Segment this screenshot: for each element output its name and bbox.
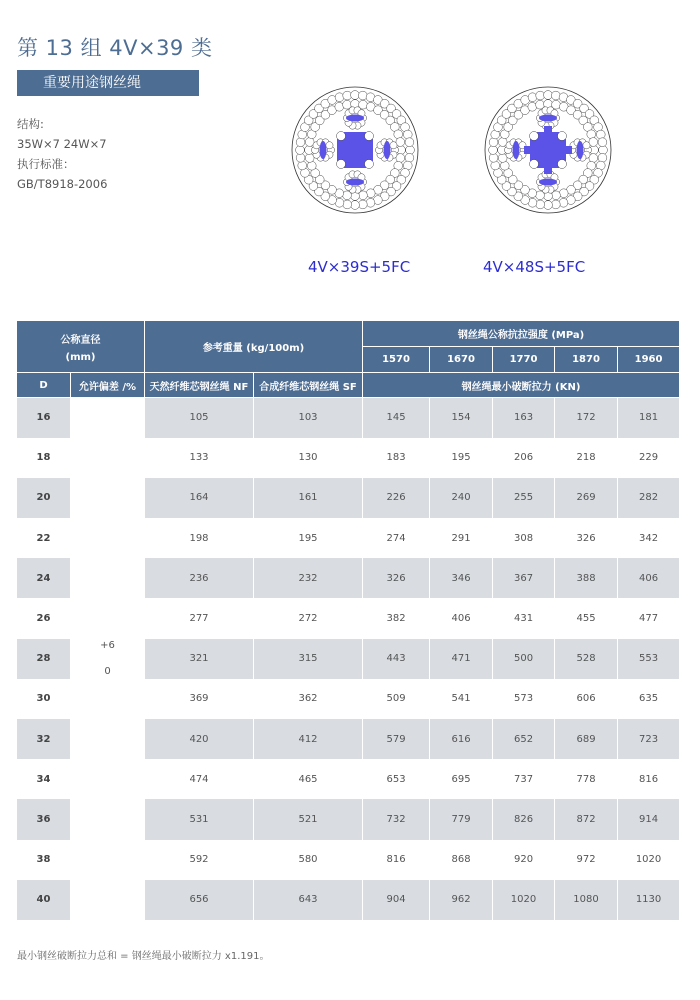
rope-cross-section-39-icon: [290, 85, 420, 215]
break-force-cell: 269: [555, 478, 618, 518]
tolerance-lower: 0: [104, 665, 111, 677]
break-force-cell: 689: [555, 719, 618, 759]
structure-label: 结构:: [17, 117, 44, 131]
sf-weight-cell: 232: [254, 558, 363, 598]
sf-weight-cell: 362: [254, 679, 363, 719]
break-force-cell: 406: [618, 558, 680, 598]
break-force-cell: 291: [430, 518, 493, 558]
diameter-cell: 24: [17, 558, 71, 598]
break-force-cell: 367: [493, 558, 555, 598]
break-force-cell: 388: [555, 558, 618, 598]
sf-weight-cell: 103: [254, 398, 363, 438]
break-force-cell: 509: [363, 679, 430, 719]
break-force-cell: 406: [430, 598, 493, 638]
break-force-cell: 195: [430, 438, 493, 478]
diameter-cell: 26: [17, 598, 71, 638]
rope-cross-section-48-icon: [483, 85, 613, 215]
standard-value: GB/T8918-2006: [17, 177, 108, 191]
break-force-cell: 382: [363, 598, 430, 638]
sf-weight-cell: 580: [254, 840, 363, 880]
break-force-cell: 528: [555, 639, 618, 679]
nf-weight-cell: 277: [145, 598, 254, 638]
diameter-cell: 32: [17, 719, 71, 759]
break-force-cell: 868: [430, 840, 493, 880]
diameter-cell: 22: [17, 518, 71, 558]
nf-weight-cell: 133: [145, 438, 254, 478]
break-force-cell: 616: [430, 719, 493, 759]
sf-weight-cell: 130: [254, 438, 363, 478]
ref-weight-header: 参考重量 (kg/100m): [145, 321, 363, 373]
nf-weight-cell: 531: [145, 799, 254, 839]
sf-weight-cell: 643: [254, 880, 363, 920]
nf-weight-cell: 164: [145, 478, 254, 518]
break-force-cell: 553: [618, 639, 680, 679]
break-force-cell: 206: [493, 438, 555, 478]
break-force-cell: 443: [363, 639, 430, 679]
diagram-caption-39: 4V×39S+5FC: [308, 258, 411, 276]
break-force-cell: 455: [555, 598, 618, 638]
spec-block: [17, 114, 107, 194]
break-force-cell: 226: [363, 478, 430, 518]
break-force-cell: 477: [618, 598, 680, 638]
break-force-cell: 816: [363, 840, 430, 880]
nf-weight-cell: 656: [145, 880, 254, 920]
break-force-cell: 606: [555, 679, 618, 719]
sf-weight-cell: 272: [254, 598, 363, 638]
break-force-cell: 255: [493, 478, 555, 518]
col-d-header: D: [17, 373, 71, 398]
break-force-cell: 635: [618, 679, 680, 719]
diameter-cell: 20: [17, 478, 71, 518]
break-force-cell: 1080: [555, 880, 618, 920]
min-break-header: 钢丝绳最小破断拉力 (KN): [363, 373, 680, 398]
nominal-diameter-unit: (mm): [65, 351, 96, 363]
break-force-cell: 904: [363, 880, 430, 920]
tolerance-cell: [71, 398, 145, 920]
standard-label: 执行标准：: [17, 157, 75, 171]
break-force-cell: 154: [430, 398, 493, 438]
nf-weight-cell: 321: [145, 639, 254, 679]
break-force-cell: 826: [493, 799, 555, 839]
break-force-cell: 652: [493, 719, 555, 759]
nf-weight-cell: 592: [145, 840, 254, 880]
tolerance-upper: +6: [100, 639, 115, 651]
sf-weight-cell: 412: [254, 719, 363, 759]
break-force-cell: 218: [555, 438, 618, 478]
diameter-cell: 40: [17, 880, 71, 920]
break-force-cell: 342: [618, 518, 680, 558]
break-force-cell: 920: [493, 840, 555, 880]
col-tolerance-header: 允许偏差 /%: [71, 373, 145, 398]
section-subtitle: 重要用途钢丝绳: [17, 70, 199, 96]
break-force-cell: 431: [493, 598, 555, 638]
nf-weight-cell: 474: [145, 759, 254, 799]
nf-weight-cell: 198: [145, 518, 254, 558]
break-force-cell: 723: [618, 719, 680, 759]
break-force-cell: 145: [363, 398, 430, 438]
break-force-cell: 579: [363, 719, 430, 759]
diameter-cell: 28: [17, 639, 71, 679]
sf-weight-cell: 521: [254, 799, 363, 839]
nf-weight-cell: 105: [145, 398, 254, 438]
grade-header: 1960: [618, 347, 680, 373]
break-force-cell: 282: [618, 478, 680, 518]
break-force-cell: 229: [618, 438, 680, 478]
break-force-cell: 972: [555, 840, 618, 880]
break-force-cell: 181: [618, 398, 680, 438]
break-force-cell: 274: [363, 518, 430, 558]
break-force-cell: 240: [430, 478, 493, 518]
break-force-cell: 183: [363, 438, 430, 478]
diameter-cell: 36: [17, 799, 71, 839]
break-force-cell: 1020: [618, 840, 680, 880]
break-force-cell: 816: [618, 759, 680, 799]
break-force-cell: 471: [430, 639, 493, 679]
break-force-cell: 573: [493, 679, 555, 719]
break-force-cell: 326: [555, 518, 618, 558]
break-force-cell: 326: [363, 558, 430, 598]
diameter-cell: 18: [17, 438, 71, 478]
break-force-cell: 732: [363, 799, 430, 839]
break-force-cell: 163: [493, 398, 555, 438]
grade-header: 1770: [493, 347, 555, 373]
tensile-strength-header: 钢丝绳公称抗拉强度 (MPa): [363, 321, 680, 347]
col-sf-header: 合成纤维芯钢丝绳 SF: [254, 373, 363, 398]
break-force-cell: 172: [555, 398, 618, 438]
sf-weight-cell: 161: [254, 478, 363, 518]
diameter-cell: 30: [17, 679, 71, 719]
break-force-cell: 779: [430, 799, 493, 839]
break-force-cell: 695: [430, 759, 493, 799]
break-force-cell: 308: [493, 518, 555, 558]
break-force-cell: 962: [430, 880, 493, 920]
grade-header: 1870: [555, 347, 618, 373]
break-force-cell: 541: [430, 679, 493, 719]
nominal-diameter-header: [17, 321, 145, 373]
diameter-cell: 34: [17, 759, 71, 799]
col-nf-header: 天然纤维芯钢丝绳 NF: [145, 373, 254, 398]
break-force-cell: 778: [555, 759, 618, 799]
nf-weight-cell: 420: [145, 719, 254, 759]
structure-value: 35W×7 24W×7: [17, 137, 107, 151]
break-force-cell: 1130: [618, 880, 680, 920]
nf-weight-cell: 369: [145, 679, 254, 719]
break-force-cell: 500: [493, 639, 555, 679]
grade-header: 1570: [363, 347, 430, 373]
break-force-cell: 1020: [493, 880, 555, 920]
footnote: 最小钢丝破断拉力总和 = 钢丝绳最小破断拉力 x1.191。: [17, 951, 270, 962]
break-force-cell: 737: [493, 759, 555, 799]
sf-weight-cell: 465: [254, 759, 363, 799]
grade-header: 1670: [430, 347, 493, 373]
diameter-cell: 38: [17, 840, 71, 880]
sf-weight-cell: 315: [254, 639, 363, 679]
break-force-cell: 872: [555, 799, 618, 839]
nf-weight-cell: 236: [145, 558, 254, 598]
nominal-diameter-label: 公称直径: [60, 334, 101, 346]
page-title: 第 13 组 4V×39 类: [17, 36, 213, 60]
rope-spec-table: [16, 320, 680, 920]
break-force-cell: 653: [363, 759, 430, 799]
diagram-caption-48: 4V×48S+5FC: [483, 258, 586, 276]
diameter-cell: 16: [17, 398, 71, 438]
break-force-cell: 914: [618, 799, 680, 839]
break-force-cell: 346: [430, 558, 493, 598]
table-row: [17, 398, 680, 438]
sf-weight-cell: 195: [254, 518, 363, 558]
